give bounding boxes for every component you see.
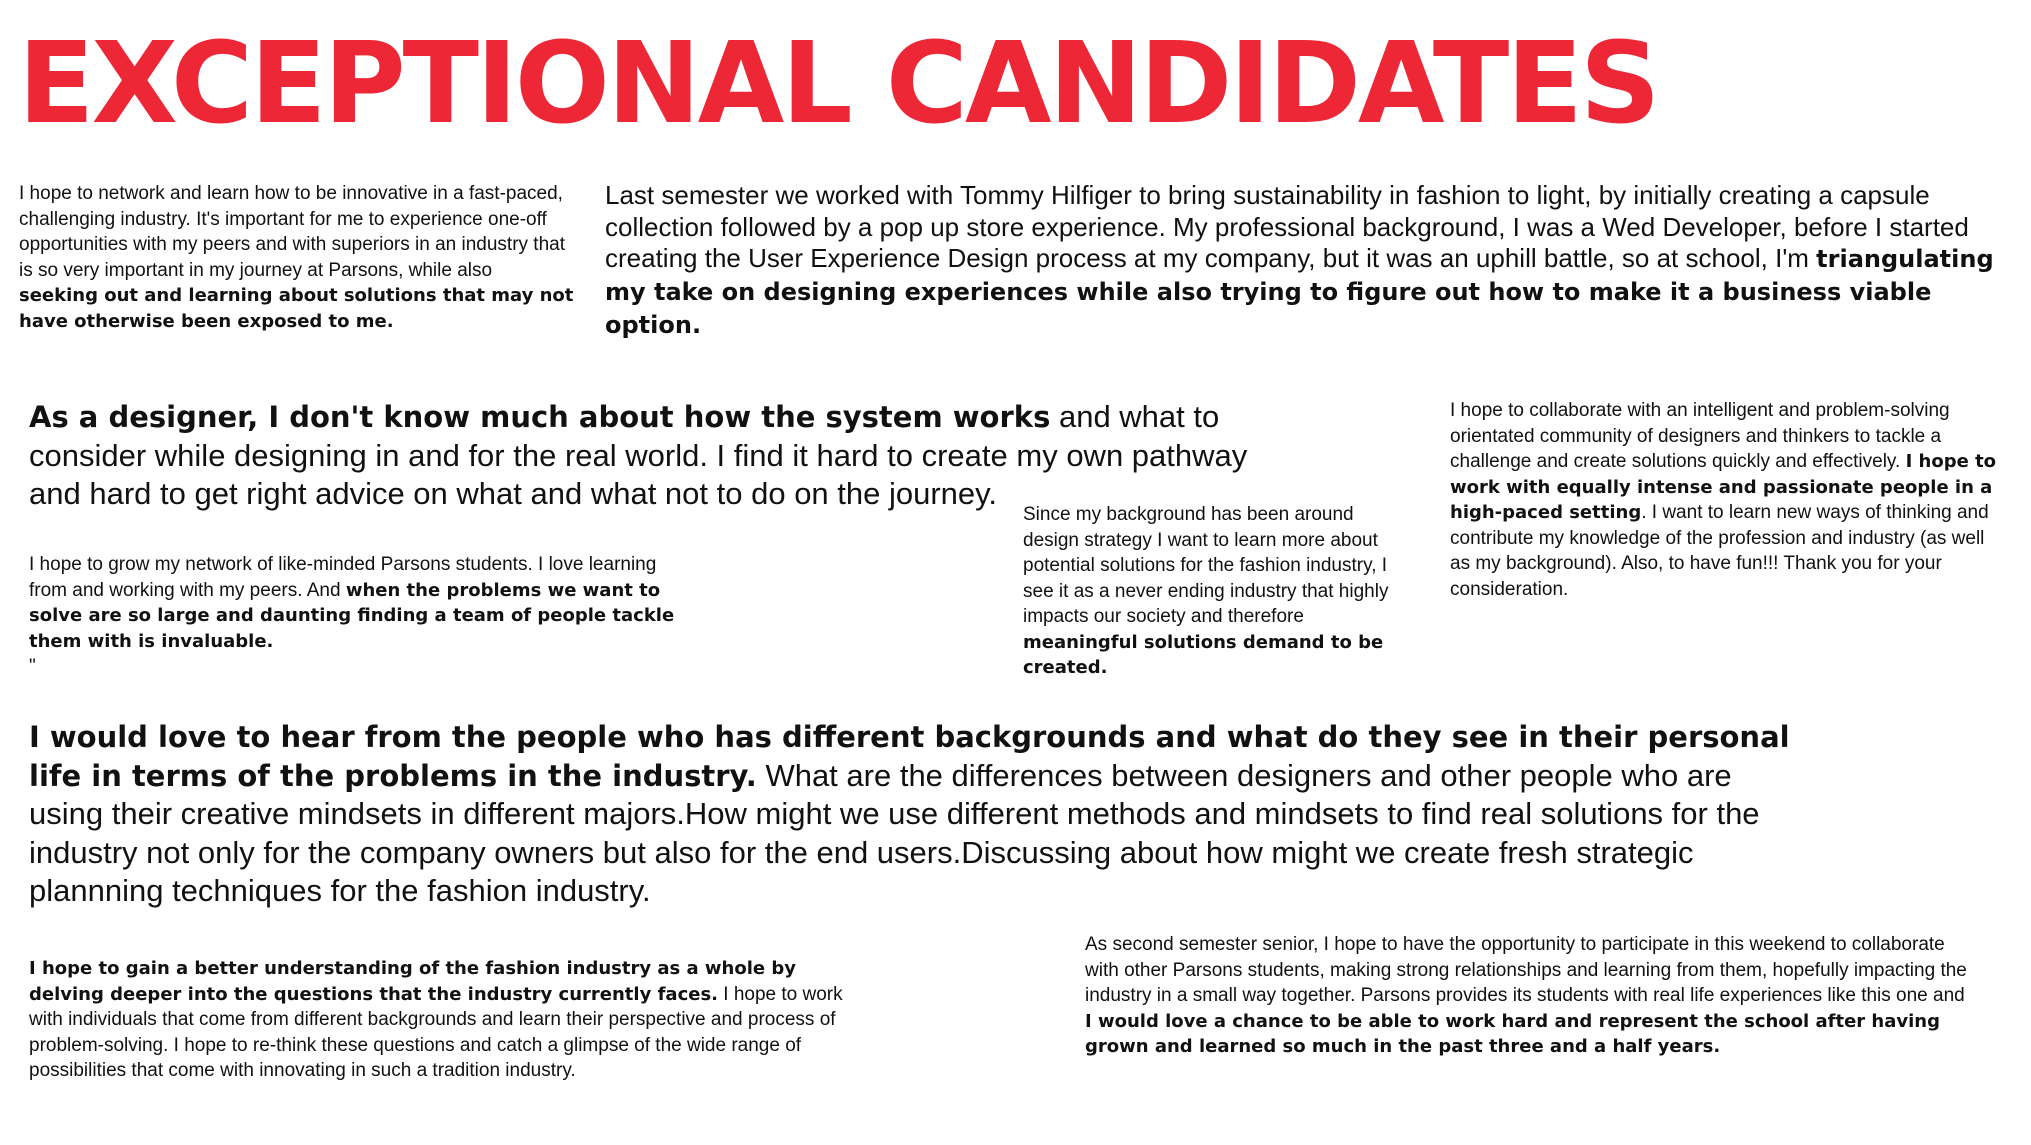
quote-collaborate-intelligent (1450, 398, 2005, 602)
quote-text: I hope to grow my network of like-minded Parsons students. I love learning from and working with my peers. And (29, 554, 657, 601)
quote-highlight: I hope to gain a better understanding of the fashion industry as a whole by delving deeper into the questions that the industry currently faces. (29, 958, 796, 1005)
quote-better-understanding (29, 956, 859, 1084)
quote-text: I hope to work with individuals that come from different backgrounds and learn their perspective and process of problem-solving. I hope to re-think these questions and catch a glimpse of the wide range of possibilities that come with innovating in such a tradition industry. (29, 983, 843, 1081)
quote-network-innovative (19, 181, 574, 334)
page-title: EXCEPTIONAL CANDIDATES (18, 19, 1658, 149)
quote-highlight: when the problems we want to solve are so large and daunting finding a team of people tackle them with is invaluable. (29, 579, 675, 652)
quote-text: . I want to learn new ways of thinking and contribute my knowledge of the profession and industry (as well as my background). Also, to have fun!!! Thank you for your consideration. (1450, 502, 1989, 600)
quote-grow-network (29, 552, 694, 680)
quote-text: Since my background has been around design strategy I want to learn more about potential solutions for the fashion industry, I see it as a never ending industry that highly impacts our society and therefore (1023, 504, 1389, 627)
quote-different-backgrounds (29, 718, 1809, 911)
quote-tommy-hilfiger (605, 180, 2005, 342)
quote-design-strategy (1023, 502, 1393, 681)
quote-text: Last semester we worked with Tommy Hilfiger to bring sustainability in fashion to light, by initially creating a capsule collection followed by a pop up store experience. My professional background, I was a Wed Developer, before I started creating the User Experience Design process at my company, but it was an uphill battle, so at school, I'm (605, 180, 1969, 274)
quote-text: I hope to network and learn how to be innovative in a fast-paced, challenging industry. It's important for me to experience one-off opportunities with my peers and with superiors in an industry that is so very important in my journey at Parsons, while also (19, 183, 565, 281)
quote-text: As second semester senior, I hope to have the opportunity to participate in this weekend to collaborate with other Parsons students, making strong relationships and learning from them, hopefully impacting the industry in a small way together. Parsons provides its students with real life experiences like this one and (1085, 934, 1967, 1006)
quote-second-semester-senior (1085, 932, 1975, 1060)
quote-text: and what to consider while designing in and for the real world. I find it hard to create my own pathway and hard to get right advice on what and what not to do on the journey. (29, 399, 1248, 511)
quote-highlight: I would love to hear from the people who has different backgrounds and what do they see in their personal life in terms of the problems in the industry. (29, 720, 1790, 793)
quote-text: What are the differences between designers and other people who are using their creative mindsets in different majors.How might we use different methods and mindsets to find real solutions for the industry not only for the company owners but also for the end users.Discussing about how might we create fresh strategic plannning techniques for the fashion industry. (29, 757, 1760, 908)
quote-highlight: meaningful solutions demand to be created. (1023, 631, 1384, 678)
quote-text: I hope to collaborate with an intelligent and problem-solving orientated community of designers and thinkers to tackle a challenge and create solutions quickly and effectively. (1450, 400, 1950, 472)
quote-trailing-mark: " (29, 656, 36, 677)
quote-system-works (29, 398, 1299, 514)
quote-highlight: As a designer, I don't know much about how the system works (29, 400, 1051, 434)
quote-highlight: triangulating my take on designing experiences while also trying to figure out how to make it a business viable option. (605, 245, 1994, 339)
quote-highlight: I hope to work with equally intense and passionate people in a high-paced setting (1450, 451, 1997, 523)
quote-highlight: seeking out and learning about solutions that may not have otherwise been exposed to me. (19, 285, 574, 332)
quote-highlight: I would love a chance to be able to work hard and represent the school after having grown and learned so much in the past three and a half years. (1085, 1010, 1940, 1057)
